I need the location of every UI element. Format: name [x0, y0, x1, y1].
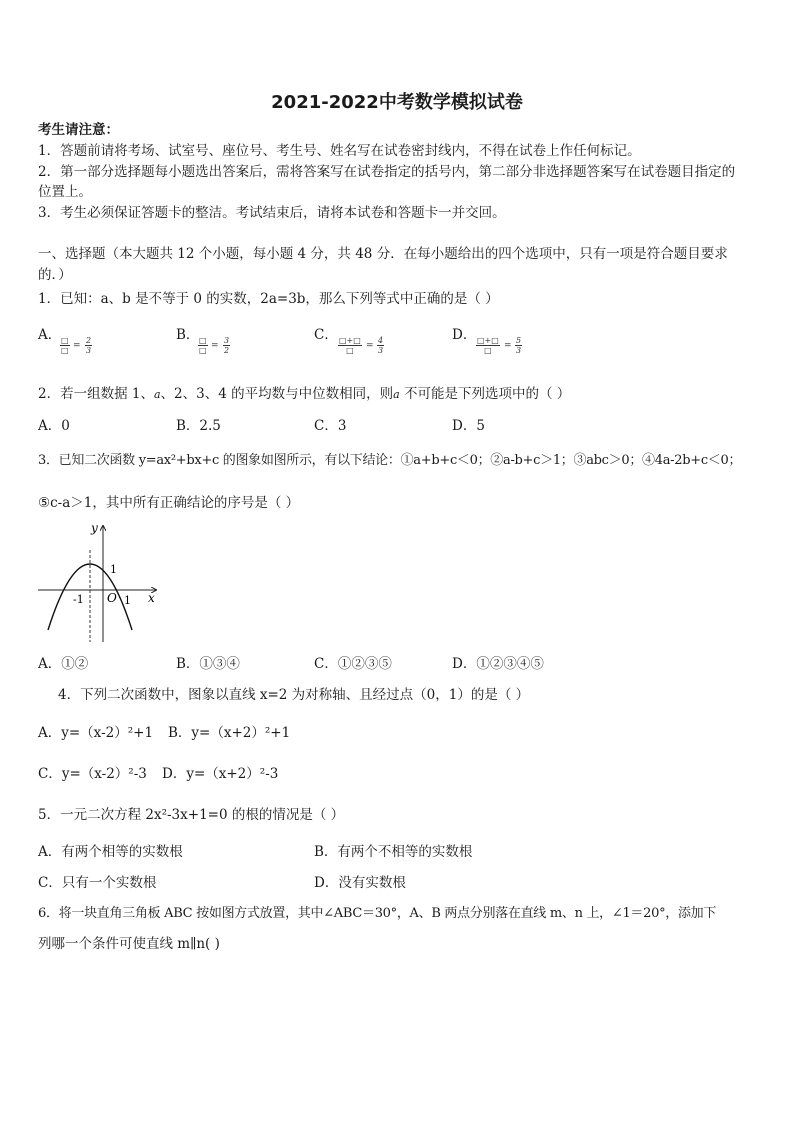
question-6-stem-cont: 列哪一个条件可使直线 m∥n( ) — [38, 936, 220, 952]
fraction-rhs: 4 3 — [378, 336, 384, 355]
option-label: B． — [176, 327, 200, 343]
option-label: D． — [452, 327, 477, 343]
fraction-rhs: 5 3 — [516, 336, 522, 355]
q4-option-c: C．y=（x-2）²-3 — [38, 766, 147, 782]
q5-option-b: B．有两个不相等的实数根 — [314, 844, 473, 860]
tick-label-1y: 1 — [110, 563, 117, 576]
q2-option-c: C．3 — [314, 418, 347, 434]
q3-option-c: C．①②③⑤ — [314, 656, 392, 672]
q5-option-d: D．没有实数根 — [314, 875, 406, 891]
tick-label-1x: 1 — [124, 594, 131, 607]
question-6-stem: 6．将一块直角三角板 ABC 按如图方式放置，其中∠ABC＝30°，A、B 两点分别落在直线 m、n 上，∠1＝20°，添加下 — [38, 906, 717, 921]
fraction-lhs: □ □ — [61, 336, 69, 355]
question-2-stem: 2．若一组数据 1、a、2、3、4 的平均数与中位数相同，则a 不可能是下列选项中的（ ） — [38, 386, 571, 402]
question-3-stem: 3．已知二次函数 y=ax²+bx+c 的图象如图所示，有以下结论：①a+b+c＜0；②a-b+c＞1；③abc＞0；④4a-2b+c＜0； — [38, 453, 742, 468]
q5-option-a: A．有两个相等的实数根 — [38, 844, 183, 860]
fraction-rhs: 3 2 — [224, 336, 230, 355]
fraction-lhs: □+□ □ — [339, 336, 361, 355]
variable-a: a — [153, 388, 161, 401]
section-heading-line2: 的．） — [38, 267, 72, 283]
option-label: A． — [38, 327, 62, 343]
fraction-lhs: □ □ — [199, 336, 207, 355]
question-3-stem-cont: ⑤c-a＞1，其中所有正确结论的序号是（ ） — [38, 495, 300, 511]
equals-sign: = — [73, 341, 81, 351]
question-1-stem: 1．已知：a、b 是不等于 0 的实数，2a=3b，那么下列等式中正确的是（ ） — [38, 291, 499, 307]
equals-sign: = — [366, 341, 374, 351]
variable-a: a — [393, 388, 400, 401]
equals-sign: = — [504, 341, 512, 351]
origin-label: O — [107, 591, 117, 605]
notice-heading: 考生请注意： — [38, 122, 119, 138]
q4-option-a: A．y=（x-2）²+1 — [38, 725, 154, 741]
tick-label-neg1: -1 — [73, 593, 84, 606]
notice-item-2-cont: 位置上。 — [38, 184, 92, 200]
notice-item-1: 1．答题前请将考场、试室号、座位号、考生号、姓名写在试卷密封线内，不得在试卷上作任何标记。 — [38, 143, 641, 159]
q3-option-d: D．①②③④⑤ — [452, 656, 544, 672]
q5-option-c: C．只有一个实数根 — [38, 875, 157, 891]
question-5-stem: 5．一元二次方程 2x²-3x+1=0 的根的情况是（ ） — [38, 807, 345, 823]
q2-option-b: B．2.5 — [176, 418, 221, 434]
equals-sign: = — [211, 341, 219, 351]
q4-option-b: B．y=（x+2）²+1 — [168, 725, 291, 741]
parabola-graph — [34, 520, 164, 645]
section-heading-line1: 一、选择题（本大题共 12 个小题，每小题 4 分，共 48 分．在每小题给出的四个选项中，只有一项是符合题目要求 — [38, 246, 728, 262]
q2-option-a: A．0 — [38, 418, 70, 434]
x-axis-label: x — [148, 591, 155, 605]
fraction-lhs: □+□ □ — [477, 336, 499, 355]
page-title: 2021-2022中考数学模拟试卷 — [271, 92, 523, 113]
q2-option-d: D．5 — [452, 418, 485, 434]
option-label: C． — [314, 327, 338, 343]
question-4-stem: 4．下列二次函数中，图象以直线 x=2 为对称轴、且经过点（0，1）的是（ ） — [58, 687, 530, 703]
q4-option-d: D．y=（x+2）²-3 — [162, 766, 279, 782]
fraction-rhs: 2 3 — [86, 336, 92, 355]
y-axis-label: y — [91, 521, 98, 535]
notice-item-2: 2．第一部分选择题每小题选出答案后，需将答案写在试卷指定的括号内，第二部分非选择题答案写在试卷题目指定的 — [38, 164, 736, 180]
notice-item-3: 3．考生必须保证答题卡的整洁。考试结束后，请将本试卷和答题卡一并交回。 — [38, 205, 506, 221]
q3-option-a: A．①② — [38, 656, 89, 672]
q3-option-b: B．①③④ — [176, 656, 240, 672]
